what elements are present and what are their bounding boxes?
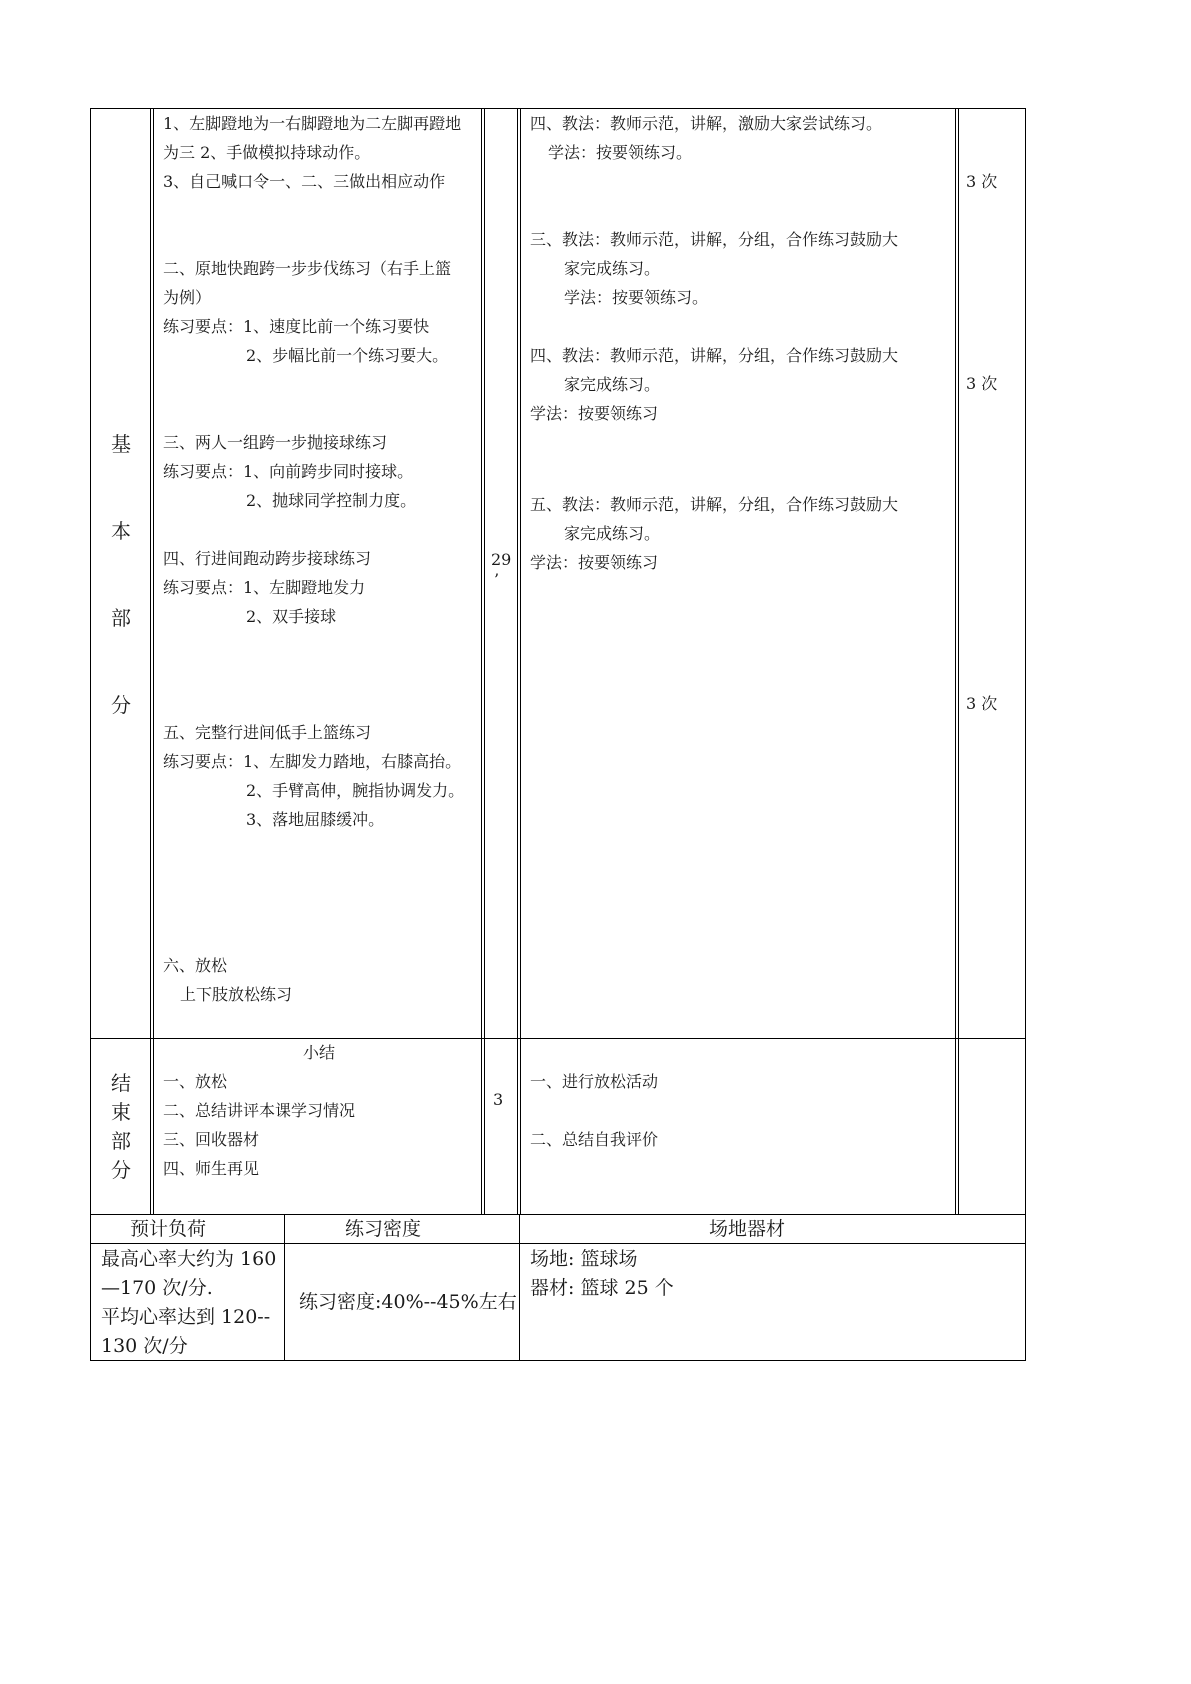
content-line: 练习要点：1、左脚蹬地发力 (163, 578, 366, 597)
content-line: 为例） (163, 288, 212, 307)
footer-header-venue: 场地器材 (709, 1218, 786, 1240)
method-line: 一、进行放松活动 (530, 1072, 659, 1091)
section-label-char: 分 (111, 1158, 131, 1182)
table-border-bottom (90, 1360, 1026, 1361)
section-label-char: 束 (111, 1100, 131, 1124)
table-border-top (90, 108, 1026, 109)
content-line: 五、完整行进间低手上篮练习 (163, 723, 372, 742)
content-line: 四、师生再见 (163, 1159, 260, 1178)
content-line: 练习要点：1、向前跨步同时接球。 (163, 462, 414, 481)
row-divider-footer (90, 1214, 1026, 1215)
content-line: 三、两人一组跨一步抛接球练习 (163, 433, 388, 452)
method-line: 家完成练习。 (564, 259, 661, 278)
method-line: 五、教法：教师示范，讲解，分组，合作练习鼓励大 (530, 495, 899, 514)
method-line: 学法：按要领练习 (530, 553, 659, 572)
content-line: 2、步幅比前一个练习要大。 (246, 346, 449, 365)
basic-section-time-mark: ’ (494, 570, 500, 589)
col-divider-count-b (958, 108, 959, 1214)
col-divider-time-a (481, 108, 482, 1214)
venue-line: 场地: 篮球场 (530, 1248, 638, 1270)
content-line: 练习要点：1、速度比前一个练习要快 (163, 317, 430, 336)
method-line: 四、教法：教师示范，讲解，分组，合作练习鼓励大 (530, 346, 899, 365)
content-line: 二、总结讲评本课学习情况 (163, 1101, 356, 1120)
load-line: 平均心率达到 120-- (101, 1306, 271, 1328)
count-value: 3 次 (966, 172, 998, 191)
content-line: 3、落地屈膝缓冲。 (246, 810, 385, 829)
footer-header-load: 预计负荷 (130, 1218, 207, 1240)
venue-line: 器材: 篮球 25 个 (530, 1277, 674, 1299)
footer-divider-2 (519, 1214, 520, 1360)
content-line: 2、手臂高伸，腕指协调发力。 (246, 781, 465, 800)
content-line: 1、左脚蹬地为一右脚蹬地为二左脚再蹬地 (163, 114, 462, 133)
load-line: 最高心率大约为 160 (101, 1248, 277, 1270)
summary-title: 小结 (303, 1043, 336, 1062)
section-label-char: 本 (111, 519, 131, 543)
content-line: 为三 2、手做模拟持球动作。 (163, 143, 371, 162)
section-label-char: 结 (111, 1071, 131, 1095)
method-line: 学法：按要领练习。 (548, 143, 693, 162)
method-line: 学法：按要领练习 (530, 404, 659, 423)
content-line: 二、原地快跑跨一步步伐练习（右手上篮 (163, 259, 452, 278)
method-line: 学法：按要领练习。 (564, 288, 709, 307)
basic-section-time: 29 (491, 550, 512, 569)
section-label-char: 分 (111, 693, 131, 717)
content-line: 上下肢放松练习 (180, 985, 293, 1004)
content-line: 四、行进间跑动跨步接球练习 (163, 549, 372, 568)
row-divider-footer-header (90, 1243, 1026, 1244)
col-divider-time-b (484, 108, 485, 1214)
col-divider-count-a (955, 108, 956, 1214)
footer-density-value: 练习密度:40%--45%左右 (299, 1291, 517, 1313)
col-divider-method-b (520, 108, 521, 1214)
content-line: 三、回收器材 (163, 1130, 260, 1149)
content-line: 2、抛球同学控制力度。 (246, 491, 417, 510)
section-label-char: 基 (111, 432, 131, 456)
content-line: 六、放松 (163, 956, 228, 975)
content-line: 2、双手接球 (246, 607, 337, 626)
col-divider-method-a (517, 108, 518, 1214)
content-line: 练习要点：1、左脚发力踏地，右膝高抬。 (163, 752, 462, 771)
footer-header-density: 练习密度 (345, 1218, 422, 1240)
table-border-right (1025, 108, 1026, 1361)
count-value: 3 次 (966, 694, 998, 713)
section-label-char: 部 (111, 1129, 131, 1153)
col-divider-label-b (153, 108, 154, 1214)
footer-divider-1 (284, 1214, 285, 1360)
content-line: 一、放松 (163, 1072, 228, 1091)
end-section-time: 3 (493, 1090, 504, 1109)
method-line: 家完成练习。 (564, 375, 661, 394)
load-line: 130 次/分 (101, 1335, 188, 1357)
count-value: 3 次 (966, 374, 998, 393)
method-line: 三、教法：教师示范，讲解，分组，合作练习鼓励大 (530, 230, 899, 249)
section-label-char: 部 (111, 606, 131, 630)
method-line: 四、教法：教师示范，讲解，激励大家尝试练习。 (530, 114, 883, 133)
col-divider-label-a (150, 108, 151, 1214)
load-line: —170 次/分. (101, 1277, 213, 1299)
table-border-left (90, 108, 91, 1361)
method-line: 家完成练习。 (564, 524, 661, 543)
row-divider-end (90, 1038, 1026, 1039)
content-line: 3、自己喊口令一、二、三做出相应动作 (163, 172, 446, 191)
method-line: 二、总结自我评价 (530, 1130, 659, 1149)
